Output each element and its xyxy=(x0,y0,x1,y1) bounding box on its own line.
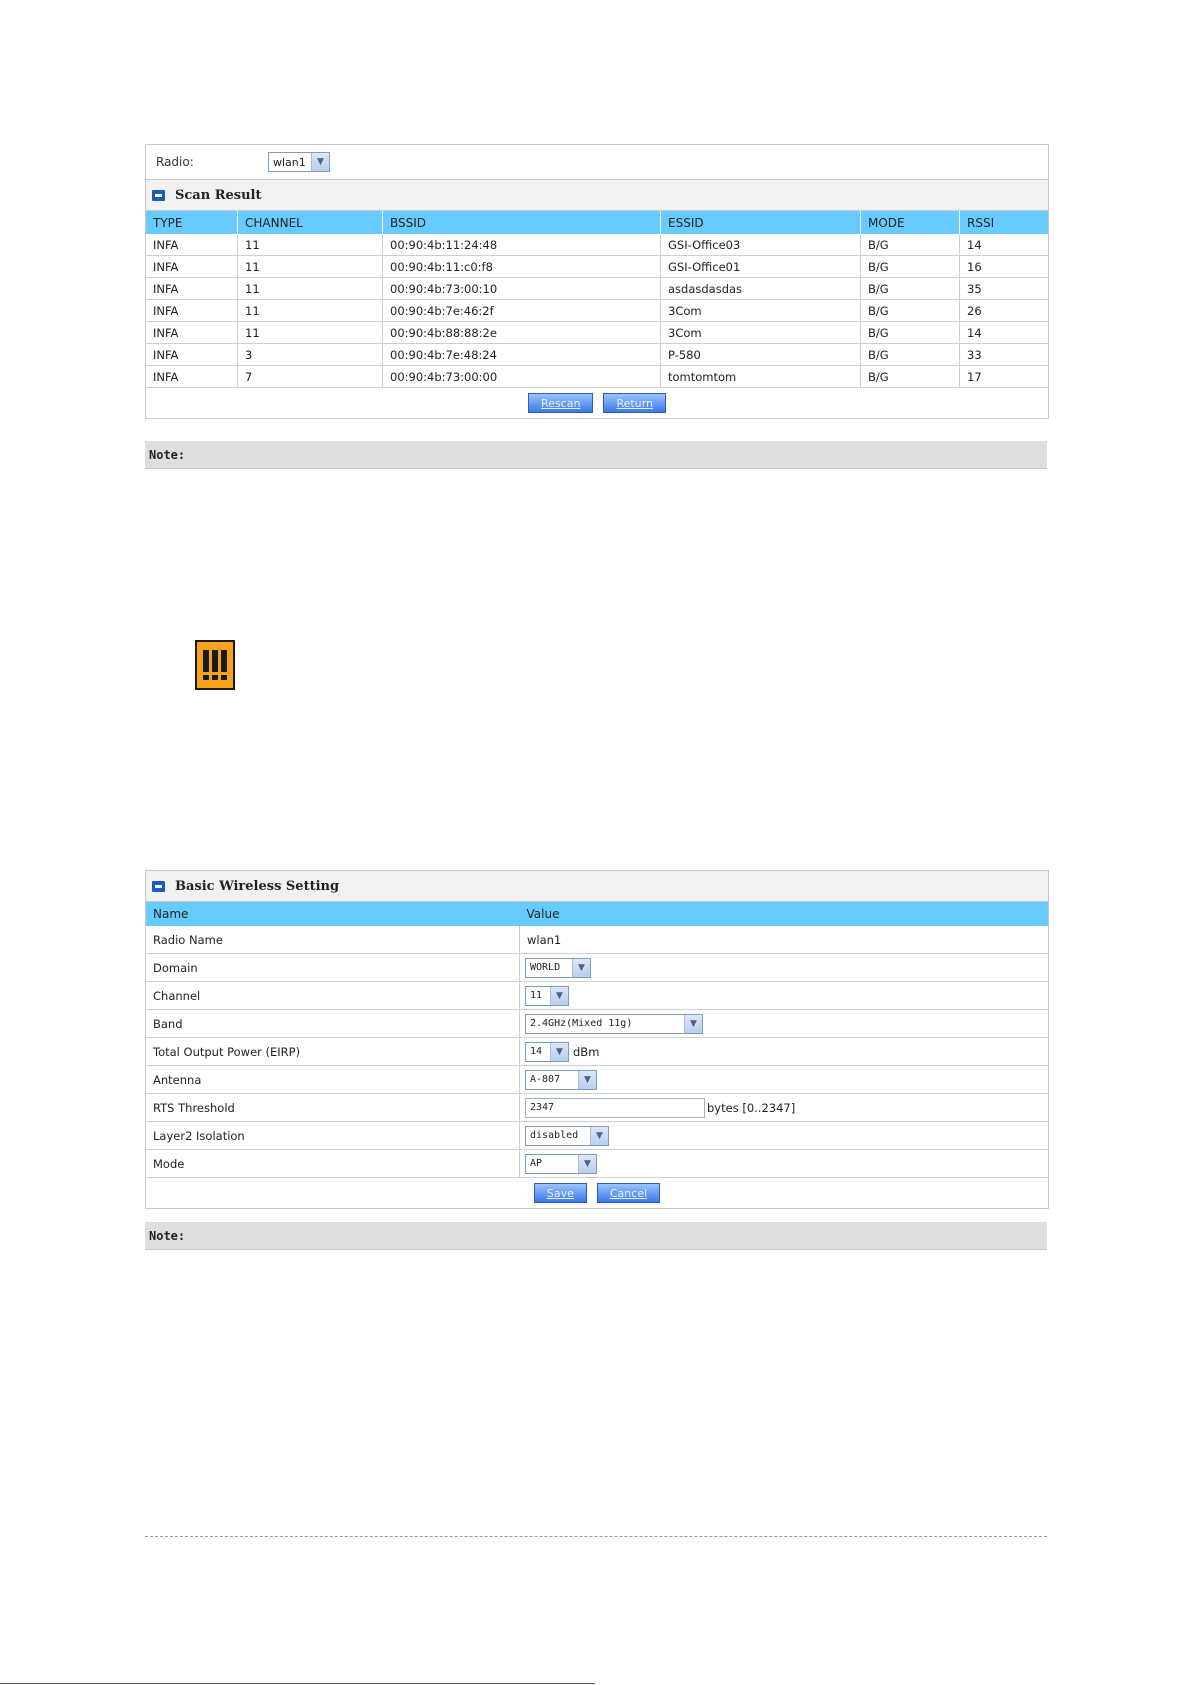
channel-select-value: 11 xyxy=(530,990,543,1001)
return-button[interactable]: Return xyxy=(603,393,666,413)
cell-type: INFA xyxy=(146,322,238,344)
cell-channel: 3 xyxy=(238,344,383,366)
chevron-down-icon[interactable]: ▼ xyxy=(578,1071,596,1089)
table-row xyxy=(146,926,1048,954)
basic-note-label: Note: xyxy=(149,1228,186,1243)
mode-select-value: AP xyxy=(530,1158,543,1169)
basic-table-header xyxy=(146,902,1048,926)
table-row xyxy=(146,322,1048,344)
scan-table xyxy=(146,211,1048,388)
scan-section-title: Scan Result xyxy=(175,187,262,203)
cell-rssi: 35 xyxy=(960,278,1049,300)
radio-name-label: Radio Name xyxy=(146,926,520,954)
band-select[interactable] xyxy=(525,1014,703,1034)
cell-type: INFA xyxy=(146,344,238,366)
radio-row xyxy=(146,145,1048,180)
power-label: Total Output Power (EIRP) xyxy=(146,1038,520,1066)
cell-rssi: 14 xyxy=(960,234,1049,256)
chevron-down-icon[interactable]: ▼ xyxy=(684,1015,702,1033)
cell-channel: 11 xyxy=(238,322,383,344)
col-bssid: BSSID xyxy=(383,211,661,234)
cell-rssi: 33 xyxy=(960,344,1049,366)
chevron-down-icon[interactable]: ▼ xyxy=(578,1155,596,1173)
table-row xyxy=(146,344,1048,366)
col-mode: MODE xyxy=(861,211,960,234)
basic-note-bar xyxy=(145,1222,1047,1250)
domain-select-value: WORLD xyxy=(530,962,561,973)
warning-icon xyxy=(195,640,235,690)
channel-select[interactable] xyxy=(525,986,569,1006)
cell-channel: 11 xyxy=(238,256,383,278)
rts-hint: bytes [0..2347] xyxy=(707,1100,796,1115)
cell-bssid: 00:90:4b:7e:48:24 xyxy=(383,344,661,366)
scan-section-header xyxy=(146,180,1048,211)
table-row xyxy=(146,1122,1048,1150)
isolation-select-value: disabled xyxy=(530,1130,579,1141)
table-row xyxy=(146,366,1048,388)
domain-label: Domain xyxy=(146,954,520,982)
isolation-select[interactable] xyxy=(525,1126,609,1146)
col-essid: ESSID xyxy=(661,211,861,234)
table-row xyxy=(146,1010,1048,1038)
rescan-button[interactable]: Rescan xyxy=(528,393,593,413)
cell-essid: 3Com xyxy=(661,322,861,344)
cancel-button[interactable]: Cancel xyxy=(597,1183,660,1203)
isolation-label: Layer2 Isolation xyxy=(146,1122,520,1150)
cell-bssid: 00:90:4b:11:24:48 xyxy=(383,234,661,256)
table-row xyxy=(146,256,1048,278)
scan-note-bar xyxy=(145,441,1047,469)
radio-label: Radio: xyxy=(156,155,194,169)
band-label: Band xyxy=(146,1010,520,1038)
arrow-right-icon xyxy=(152,881,165,892)
basic-settings-table xyxy=(146,902,1048,1178)
cell-rssi: 14 xyxy=(960,322,1049,344)
col-rssi: RSSI xyxy=(960,211,1049,234)
cell-mode: B/G xyxy=(861,278,960,300)
cell-type: INFA xyxy=(146,366,238,388)
cell-bssid: 00:90:4b:88:88:2e xyxy=(383,322,661,344)
footer-divider xyxy=(145,1536,1047,1537)
chevron-down-icon[interactable]: ▼ xyxy=(550,1043,568,1061)
cell-mode: B/G xyxy=(861,300,960,322)
cell-bssid: 00:90:4b:73:00:00 xyxy=(383,366,661,388)
cell-mode: B/G xyxy=(861,322,960,344)
mode-select[interactable] xyxy=(525,1154,597,1174)
table-row xyxy=(146,278,1048,300)
scan-note-label: Note: xyxy=(149,447,186,462)
cell-essid: GSI-Office01 xyxy=(661,256,861,278)
cell-type: INFA xyxy=(146,256,238,278)
cell-channel: 11 xyxy=(238,278,383,300)
chevron-down-icon[interactable]: ▼ xyxy=(311,153,329,171)
cell-essid: asdasdasdas xyxy=(661,278,861,300)
table-row xyxy=(146,982,1048,1010)
cell-rssi: 17 xyxy=(960,366,1049,388)
cell-essid: tomtomtom xyxy=(661,366,861,388)
antenna-select-value: A-807 xyxy=(530,1074,561,1085)
cell-rssi: 26 xyxy=(960,300,1049,322)
cell-mode: B/G xyxy=(861,256,960,278)
power-select-value: 14 xyxy=(530,1046,543,1057)
page-bottom-rule xyxy=(0,1683,595,1684)
radio-select-value: wlan1 xyxy=(273,155,306,169)
chevron-down-icon[interactable]: ▼ xyxy=(550,987,568,1005)
cell-type: INFA xyxy=(146,300,238,322)
cell-bssid: 00:90:4b:7e:46:2f xyxy=(383,300,661,322)
antenna-label: Antenna xyxy=(146,1066,520,1094)
chevron-down-icon[interactable]: ▼ xyxy=(590,1127,608,1145)
chevron-down-icon[interactable]: ▼ xyxy=(572,959,590,977)
band-select-value: 2.4GHz(Mixed 11g) xyxy=(530,1018,633,1029)
cell-channel: 7 xyxy=(238,366,383,388)
cell-essid: P-580 xyxy=(661,344,861,366)
cell-type: INFA xyxy=(146,278,238,300)
radio-name-value: wlan1 xyxy=(520,926,1049,954)
col-value: Value xyxy=(520,902,1049,926)
table-row xyxy=(146,300,1048,322)
table-row xyxy=(146,1038,1048,1066)
cell-essid: GSI-Office03 xyxy=(661,234,861,256)
mode-label: Mode xyxy=(146,1150,520,1178)
power-unit: dBm xyxy=(573,1044,600,1059)
table-row xyxy=(146,1066,1048,1094)
cell-channel: 11 xyxy=(238,300,383,322)
table-row xyxy=(146,1094,1048,1122)
col-name: Name xyxy=(146,902,520,926)
col-type: TYPE xyxy=(146,211,238,234)
radio-select[interactable] xyxy=(268,152,330,172)
table-row xyxy=(146,1150,1048,1178)
cell-rssi: 16 xyxy=(960,256,1049,278)
domain-select[interactable] xyxy=(525,958,591,978)
scan-button-row xyxy=(146,388,1048,418)
rts-threshold-input[interactable]: 2347 xyxy=(525,1098,705,1118)
basic-section-header xyxy=(146,871,1048,902)
cell-essid: 3Com xyxy=(661,300,861,322)
scan-result-panel xyxy=(145,144,1049,419)
cell-bssid: 00:90:4b:11:c0:f8 xyxy=(383,256,661,278)
table-row xyxy=(146,234,1048,256)
arrow-right-icon xyxy=(152,190,165,201)
cell-type: INFA xyxy=(146,234,238,256)
basic-wireless-panel xyxy=(145,870,1049,1209)
channel-label: Channel xyxy=(146,982,520,1010)
cell-mode: B/G xyxy=(861,366,960,388)
basic-section-title: Basic Wireless Setting xyxy=(175,878,340,894)
antenna-select[interactable] xyxy=(525,1070,597,1090)
cell-channel: 11 xyxy=(238,234,383,256)
scan-table-header xyxy=(146,211,1048,234)
cell-mode: B/G xyxy=(861,234,960,256)
table-row xyxy=(146,954,1048,982)
col-channel: CHANNEL xyxy=(238,211,383,234)
cell-bssid: 00:90:4b:73:00:10 xyxy=(383,278,661,300)
power-select[interactable] xyxy=(525,1042,569,1062)
save-button[interactable]: Save xyxy=(534,1183,587,1203)
cell-mode: B/G xyxy=(861,344,960,366)
rts-label: RTS Threshold xyxy=(146,1094,520,1122)
basic-button-row xyxy=(146,1178,1048,1208)
